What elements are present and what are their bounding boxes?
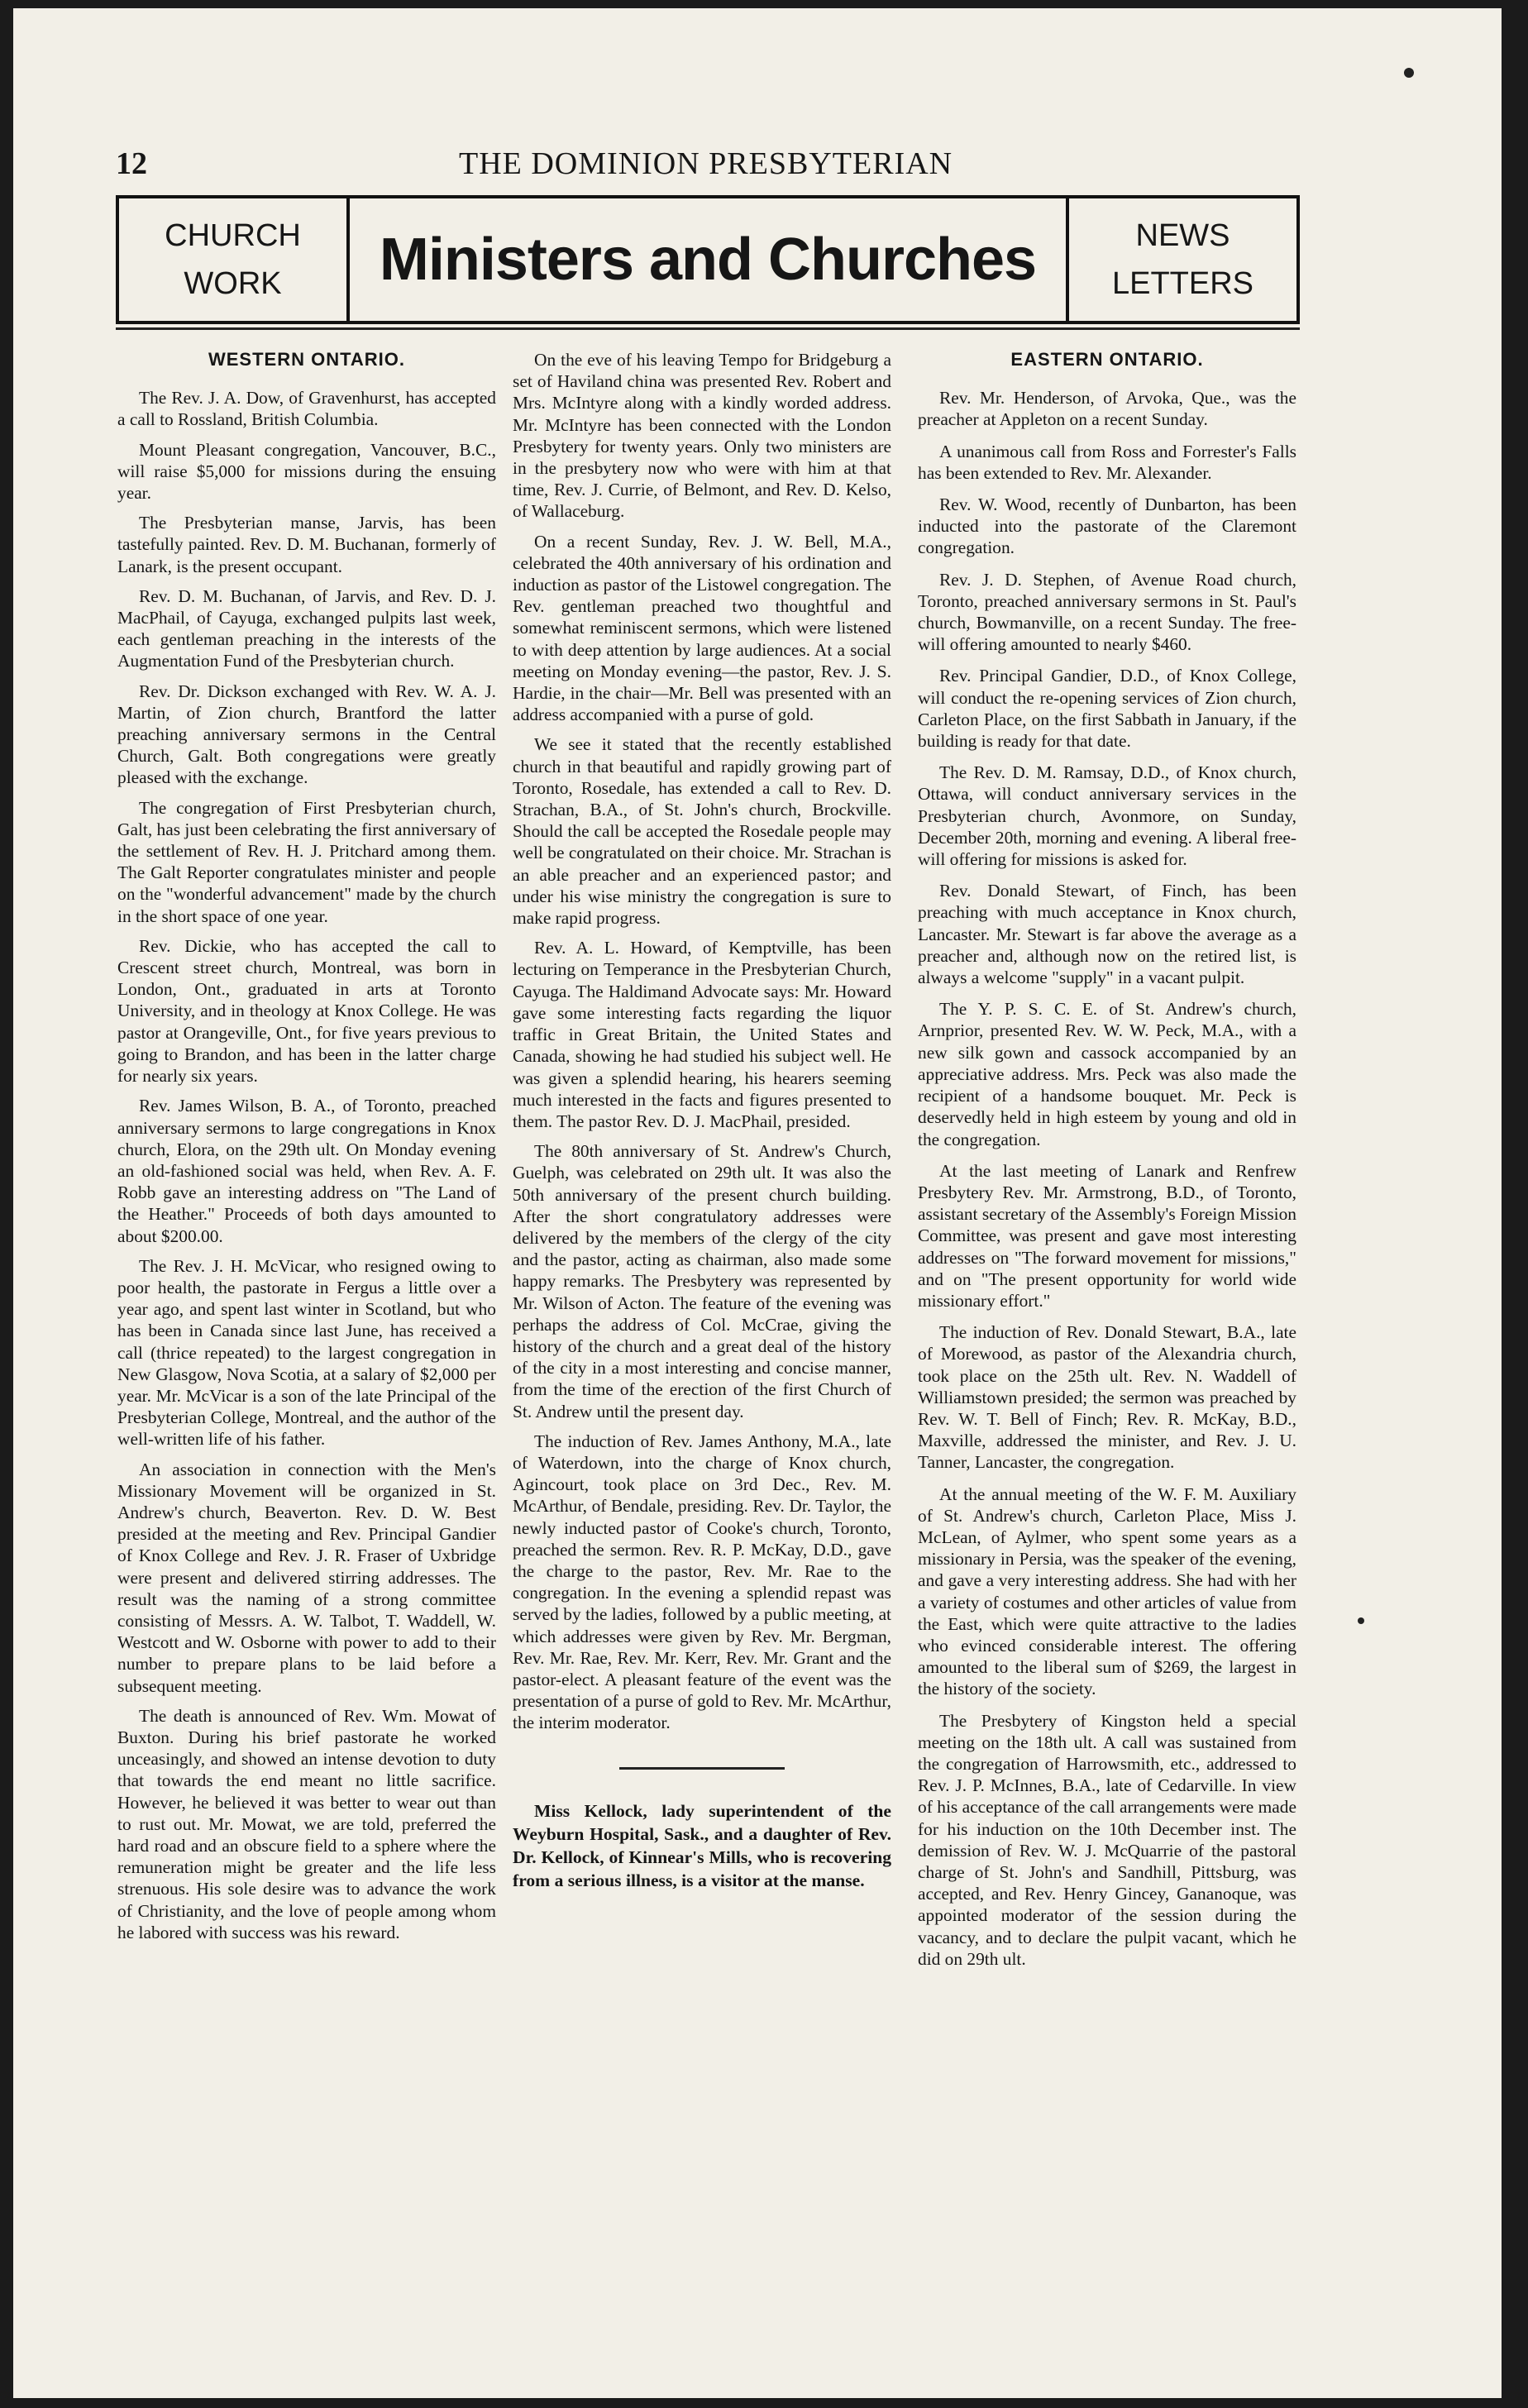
news-item: At the last meeting of Lanark and Renfrew Presbytery Rev. Mr. Armstrong, B.D., of Toronto, assistant secretary of the Assembly's Foreign Mission Committee, was present and gave most interesting addresses on "The forward movement for missions," and on "The present opportunity for world wide missionary effort." — [918, 1160, 1296, 1311]
news-item: Rev. J. D. Stephen, of Avenue Road church, Toronto, preached anniversary sermons in St. Paul's church, Bowmanville, on a recent Sunday. The free-will offering amounted to nearly $460. — [918, 569, 1296, 655]
news-item: Rev. W. Wood, recently of Dunbarton, has been inducted into the pastorate of the Claremont congregation. — [918, 494, 1296, 558]
news-item: Rev. A. L. Howard, of Kemptville, has been lecturing on Temperance in the Presbyterian Church, Cayuga. The Haldimand Advocate says: Mr. Howard gave some interesting facts regarding the liquor traffic in Great Britain, the United States and Canada, showing he had studied his subject well. He was given a splendid hearing, his hearers seeming much interested in the facts and figures presented to them. The pastor Rev. D. J. MacPhail, presided. — [513, 938, 891, 1131]
news-item: The congregation of First Presbyterian church, Galt, has just been celebrating the first anniversary of the settlement of Rev. H. J. Pritchard among them. The Galt Reporter congratulates minister and people on the "wonderful advancement" made by the church in the short space of one year. — [117, 797, 496, 926]
news-item: The Presbytery of Kingston held a special meeting on the 18th ult. A call was sustained from the congregation of Harrowsmith, etc., addressed to Rev. J. P. McInnes, B.A., late of Cedarville. In view of his acceptance of the call arrangements were made for his induction on the 10th December inst. The demission of Rev. W. J. McQuarrie of the pastoral charge of St. John's and Sandhill, Pittsburg, was accepted, and Rev. Henry Gincey, Gananoque, was appointed moderator of the session during the vacancy, and to declare the pulpit vacant, which he did on 29th ult. — [918, 1710, 1296, 1969]
banner-right-label — [1066, 198, 1296, 321]
ink-spot — [1404, 68, 1414, 78]
news-item: The Presbyterian manse, Jarvis, has been tastefully painted. Rev. D. M. Buchanan, formerly of Lanark, is the present occupant. — [117, 513, 496, 576]
news-item: At the annual meeting of the W. F. M. Auxiliary of St. Andrew's church, Carleton Place, Miss J. McLean, of Aylmer, who spent some years as a missionary in Persia, was the speaker of the evening, and gave a very interesting address. She had with her a variety of costumes and other articles of value from the East, which were quite attractive to the ladies who evinced considerable interest. The offering amounted to the liberal sum of $269, the largest in the history of the society. — [918, 1484, 1296, 1699]
banner-left-line: WORK — [184, 266, 282, 301]
news-item: An association in connection with the Men's Missionary Movement will be organized in St. Andrew's church, Beaverton. Rev. D. W. Best presided at the meeting and Rev. Principal Gandier of Knox College and Rev. J. R. Fraser of Uxbridge were present and delivered stirring addresses. The result was the naming of a strong committee consisting of Messrs. A. W. Talbot, T. Waddell, W. Westcott and W. Osborne with power to add to their number to prepare plans to be laid before a subsequent meeting. — [117, 1459, 496, 1696]
section-banner — [116, 195, 1300, 324]
personal-notice: Miss Kellock, lady superintendent of the Weyburn Hospital, Sask., and a daughter of Rev. Dr. Kellock, of Kinnear's Mills, who is recovering from a serious illness, is a visitor at the manse. — [513, 1800, 891, 1890]
news-item: Rev. Mr. Henderson, of Arvoka, Que., was the preacher at Appleton on a recent Sunday. — [918, 388, 1296, 430]
banner-left-line: CHURCH — [165, 218, 301, 253]
news-item: Rev. Donald Stewart, of Finch, has been preaching with much acceptance in Knox church, Lancaster. Mr. Stewart is far above the average as a preacher and, although now on the retired list, is always a welcome "supply" in a vacant pulpit. — [918, 881, 1296, 988]
column-heading: WESTERN ONTARIO. — [208, 349, 406, 370]
column-eastern-ontario — [918, 349, 1296, 1980]
news-item: The Rev. D. M. Ramsay, D.D., of Knox church, Ottawa, will conduct anniversary services in the Presbyterian church, Avonmore, on Sunday, December 20th, morning and evening. A liberal free-will offering for missions is asked for. — [918, 762, 1296, 870]
news-item: The Y. P. S. C. E. of St. Andrew's church, Arnprior, presented Rev. W. W. Peck, M.A., with a new silk gown and cassock accompanied by an appreciative address. Mrs. Peck was also made the recipient of a handsome bouquet. Mr. Peck is deservedly held in high esteem by young and old in the congregation. — [918, 999, 1296, 1149]
newspaper-title: THE DOMINION PRESBYTERIAN — [459, 146, 953, 181]
news-item: We see it stated that the recently established church in that beautiful and rapidly growing part of Toronto, Rosedale, has extended a call to Rev. D. Strachan, B.A., of St. John's church, Brockville. Should the call be accepted the Rosedale people may well be congratulated on their choice. Mr. Strachan is an able preacher and an experienced pastor; and under his wise ministry the congregation is sure to make rapid progress. — [513, 734, 891, 929]
news-item: The 80th anniversary of St. Andrew's Church, Guelph, was celebrated on 29th ult. It was also the 50th anniversary of the present church building. After the short congratulatory addresses were delivered by the members of the clergy of the city and the pastor, acting as chairman, also made some happy remarks. The Presbytery was represented by Mr. Wilson of Acton. The feature of the evening was perhaps the address of Col. McCrae, giving the history of the church and a great deal of the history of the city in a most interesting and concise manner, from the time of the erection of the first Church of St. Andrew until the present day. — [513, 1141, 891, 1421]
news-item: The Rev. J. A. Dow, of Gravenhurst, has accepted a call to Rossland, British Columbia. — [117, 388, 496, 430]
banner-bottom-rule — [116, 327, 1300, 330]
news-item: A unanimous call from Ross and Forrester's Falls has been extended to Rev. Mr. Alexander. — [918, 441, 1296, 483]
divider-rule — [619, 1767, 785, 1770]
column-heading: EASTERN ONTARIO. — [1010, 349, 1204, 370]
page-number: 12 — [116, 146, 147, 181]
page-header — [116, 146, 1290, 182]
banner-left-label — [119, 198, 350, 321]
news-item: The Rev. J. H. McVicar, who resigned owing to poor health, the pastorate in Fergus a little over a year ago, and spent last winter in Scotland, but who has been in Canada since last June, has received a call (thrice repeated) to the largest congregation in New Glasgow, Nova Scotia, at a salary of $2,000 per year. Mr. McVicar is a son of the late Principal of the Presbyterian College, Montreal, and the author of the well-written life of his father. — [117, 1255, 496, 1450]
news-item: Rev. Dickie, who has accepted the call to Crescent street church, Montreal, was born in London, Ont., graduated in arts at Toronto University, and in theology at Knox College. He was pastor at Orangeville, Ont., for five years previous to going to Brandon, and has been in the latter charge for nearly six years. — [117, 935, 496, 1087]
news-item: Rev. Dr. Dickson exchanged with Rev. W. A. J. Martin, of Zion church, Brantford the latter preaching anniversary sermons in the Central Church, Galt. Both congregations were greatly pleased with the exchange. — [117, 681, 496, 788]
news-item: Rev. James Wilson, B. A., of Toronto, preached anniversary sermons to large congregations in Knox church, Elora, on the 29th ult. On Monday evening an old-fashioned social was held, when Rev. A. F. Robb gave an interesting address on "The Land of the Heather." Proceeds of both days amounted to about $200.00. — [117, 1096, 496, 1246]
banner-right-line: LETTERS — [1111, 266, 1254, 301]
banner-right-line: NEWS — [1135, 218, 1230, 253]
news-item: On a recent Sunday, Rev. J. W. Bell, M.A., celebrated the 40th anniversary of his ordination and induction as pastor of the Listowel congregation. The Rev. gentleman preached two thoughtful and somewhat reminiscent sermons, which were listened to with deep attention by large audiences. At a social meeting on Monday evening—the pastor, Rev. J. S. Hardie, in the chair—Mr. Bell was presented with an address accompanied with a purse of gold. — [513, 531, 891, 725]
news-item: On the eve of his leaving Tempo for Bridgeburg a set of Haviland china was presented Rev. Robert and Mrs. McIntyre along with a kindly worded address. Mr. McIntyre has been connected with the London Presbytery for twenty years. Only two ministers are in the presbytery now who were with him at that time, Rev. J. Currie, of Belmont, and Rev. D. Kelso, of Wallaceburg. — [513, 350, 891, 522]
news-item: Mount Pleasant congregation, Vancouver, B.C., will raise $5,000 for missions during the ensuing year. — [117, 439, 496, 504]
section-title: Ministers and Churches — [379, 227, 1037, 293]
news-item: Rev. Principal Gandier, D.D., of Knox College, will conduct the re-opening services of Zion church, Carleton Place, on the first Sabbath in January, if the building is ready for that date. — [918, 666, 1296, 752]
news-item: The death is announced of Rev. Wm. Mowat of Buxton. During his brief pastorate he worked unceasingly, and showed an intense devotion to duty that towards the end meant no little sacrifice. However, he believed it was better to wear out than to rust out. Mr. Mowat, we are told, preferred the hard road and an obscure field to a sphere where the remuneration might be greater and the life less strenuous. His sole desire was to advance the work of Christianity, and the love of people among whom he labored with success was his reward. — [117, 1705, 496, 1942]
news-item: The induction of Rev. Donald Stewart, B.A., late of Morewood, as pastor of the Alexandria church, took place on the 25th ult. Rev. N. Waddell of Williamstown presided; the sermon was preached by Rev. W. T. Bell of Finch; Rev. R. McKay, B.D., Maxville, addressed the minister, and Rev. J. U. Tanner, Lancaster, the congregation. — [918, 1322, 1296, 1473]
news-item: The induction of Rev. James Anthony, M.A., late of Waterdown, into the charge of Knox church, Agincourt, took place on 3rd Dec., Rev. M. McArthur, of Bendale, presiding. Rev. Dr. Taylor, the newly inducted pastor of Cooke's church, Toronto, preached the sermon. Rev. R. P. McKay, D.D., gave the charge to the pastor, Rev. Mr. Rae to the congregation. In the evening a splendid repast was served by the ladies, followed by a public meeting, at which addresses were given by Rev. Mr. Bergman, Rev. Mr. Rae, Rev. Mr. Kerr, Rev. Mr. Grant and the pastor-elect. A pleasant feature of the event was the presentation of a purse of gold to Rev. Mr. McArthur, the interim moderator. — [513, 1431, 891, 1733]
ink-spot — [1358, 1617, 1364, 1624]
news-item: Rev. D. M. Buchanan, of Jarvis, and Rev. D. J. MacPhail, of Cayuga, exchanged pulpits last week, each gentleman preaching in the interests of the Augmentation Fund of the Presbyterian church. — [117, 585, 496, 671]
column-western-ontario — [117, 349, 496, 1952]
column-middle — [513, 349, 891, 1892]
